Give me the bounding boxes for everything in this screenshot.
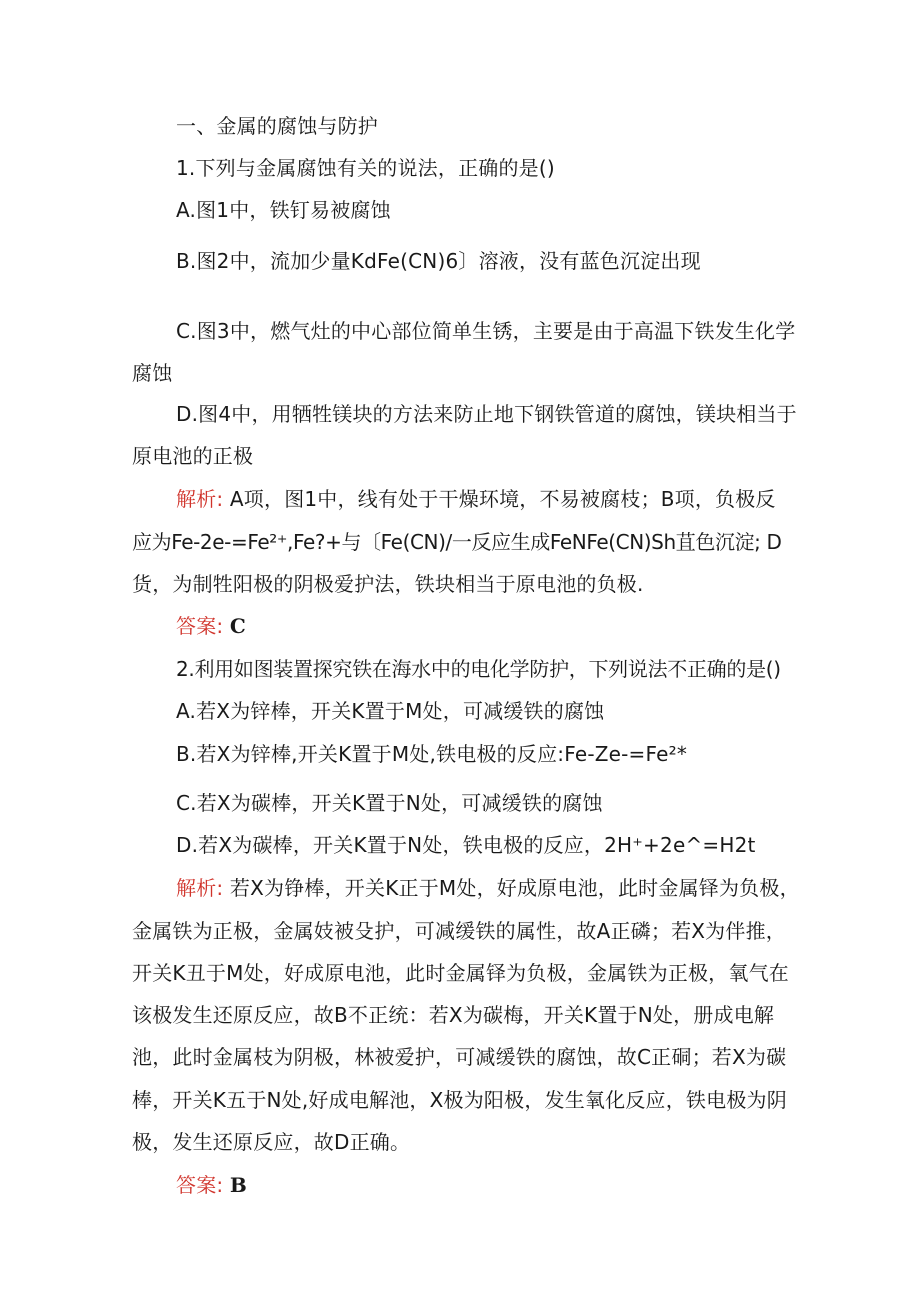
q1-answer-value: C: [229, 614, 247, 638]
q1-option-a: A.图1中，铁钉易被腐蚀: [176, 198, 391, 222]
q1-option-d-line1: D.图4中，用牺牲镁块的方法来防止地下钢铁管道的腐蚀，镁块相当于: [176, 402, 797, 426]
q1-option-d-line2: 原电池的正极: [132, 444, 254, 468]
q2-analysis-line2: 金属铁为正极，金属妓被殳护，可减缓铁的属性，故A正磷；若X为伴推，: [132, 919, 786, 943]
q1-option-c-line1: C.图3中，燃气灶的中心部位简单生锈，主要是由于高温下铁发生化学: [176, 319, 796, 343]
q2-analysis-text-1: 若X为铮棒，开关K正于M处，好成原电池，此时金属铎为负极，: [229, 876, 800, 900]
q2-option-a: A.若X为锌棒，开关K置于M处，可减缓铁的腐蚀: [176, 699, 605, 723]
q1-analysis-line3: 货，为制牲阳极的阴极爱护法，铁块相当于原电池的负极.: [132, 572, 644, 596]
q2-answer-label: 答案:: [176, 1173, 224, 1197]
q2-analysis-line7: 极，发生还原反应，故D正确。: [132, 1130, 411, 1154]
q2-option-c: C.若X为碳棒，开关K置于N处，可减缓铁的腐蚀: [176, 791, 603, 815]
q2-analysis-line6: 棒，开关K五于N处,好成电解池，X极为阳极，发生氧化反应，铁电极为阴: [132, 1088, 787, 1112]
q1-stem: 1.下列与金属腐蚀有关的说法，正确的是(): [176, 156, 555, 180]
q2-answer-value: B: [229, 1173, 248, 1197]
q1-option-c-line2: 腐蚀: [132, 361, 173, 385]
q1-option-b: B.图2中，流加少量KdFe(CN)6〕溶液，没有蓝色沉淀出现: [176, 249, 701, 273]
q2-analysis-line3: 开关K丑于M处，好成原电池，此时金属铎为负极，金属铁为正极，氧气在: [132, 961, 789, 985]
q2-answer: [176, 1172, 792, 1198]
q2-option-b: B.若X为锌棒,开关K置于M处,铁电极的反应:Fe-Ze-=Fe²*: [176, 742, 688, 766]
q1-answer-label: 答案:: [176, 614, 224, 638]
q1-answer: [176, 613, 792, 639]
q2-analysis-line5: 池，此时金属枝为阴极，林被爱护，可减缓铁的腐蚀，故C正硐；若X为碳: [132, 1045, 787, 1069]
q1-analysis-line1: [176, 486, 792, 512]
q2-analysis-label: 解析:: [176, 876, 224, 900]
q1-analysis-label: 解析:: [176, 487, 224, 511]
q2-analysis-line1: [176, 875, 800, 901]
q2-option-d: D.若X为碳棒，开关K置于N处，铁电极的反应，2H⁺+2e^=H2t: [176, 833, 756, 857]
section-title: 一、金属的腐蚀与防护: [176, 114, 378, 138]
q2-analysis-line4: 该极发生还原反应，故B不正统：若X为碳梅，开关K置于N处，册成电解: [132, 1003, 775, 1027]
q1-analysis-text-1: A项，图1中，线有处于干燥环境，不易被腐枝；B项，负极反: [229, 487, 776, 511]
q2-stem: 2.利用如图装置探究铁在海水中的电化学防护，下列说法不正确的是(): [176, 657, 781, 681]
q1-analysis-line2: 应为Fe-2e-=Fe²⁺,Fe?+与〔Fe(CN)/一反应生成FeNFe(CN)Sh苴色沉淀; D: [132, 530, 782, 554]
